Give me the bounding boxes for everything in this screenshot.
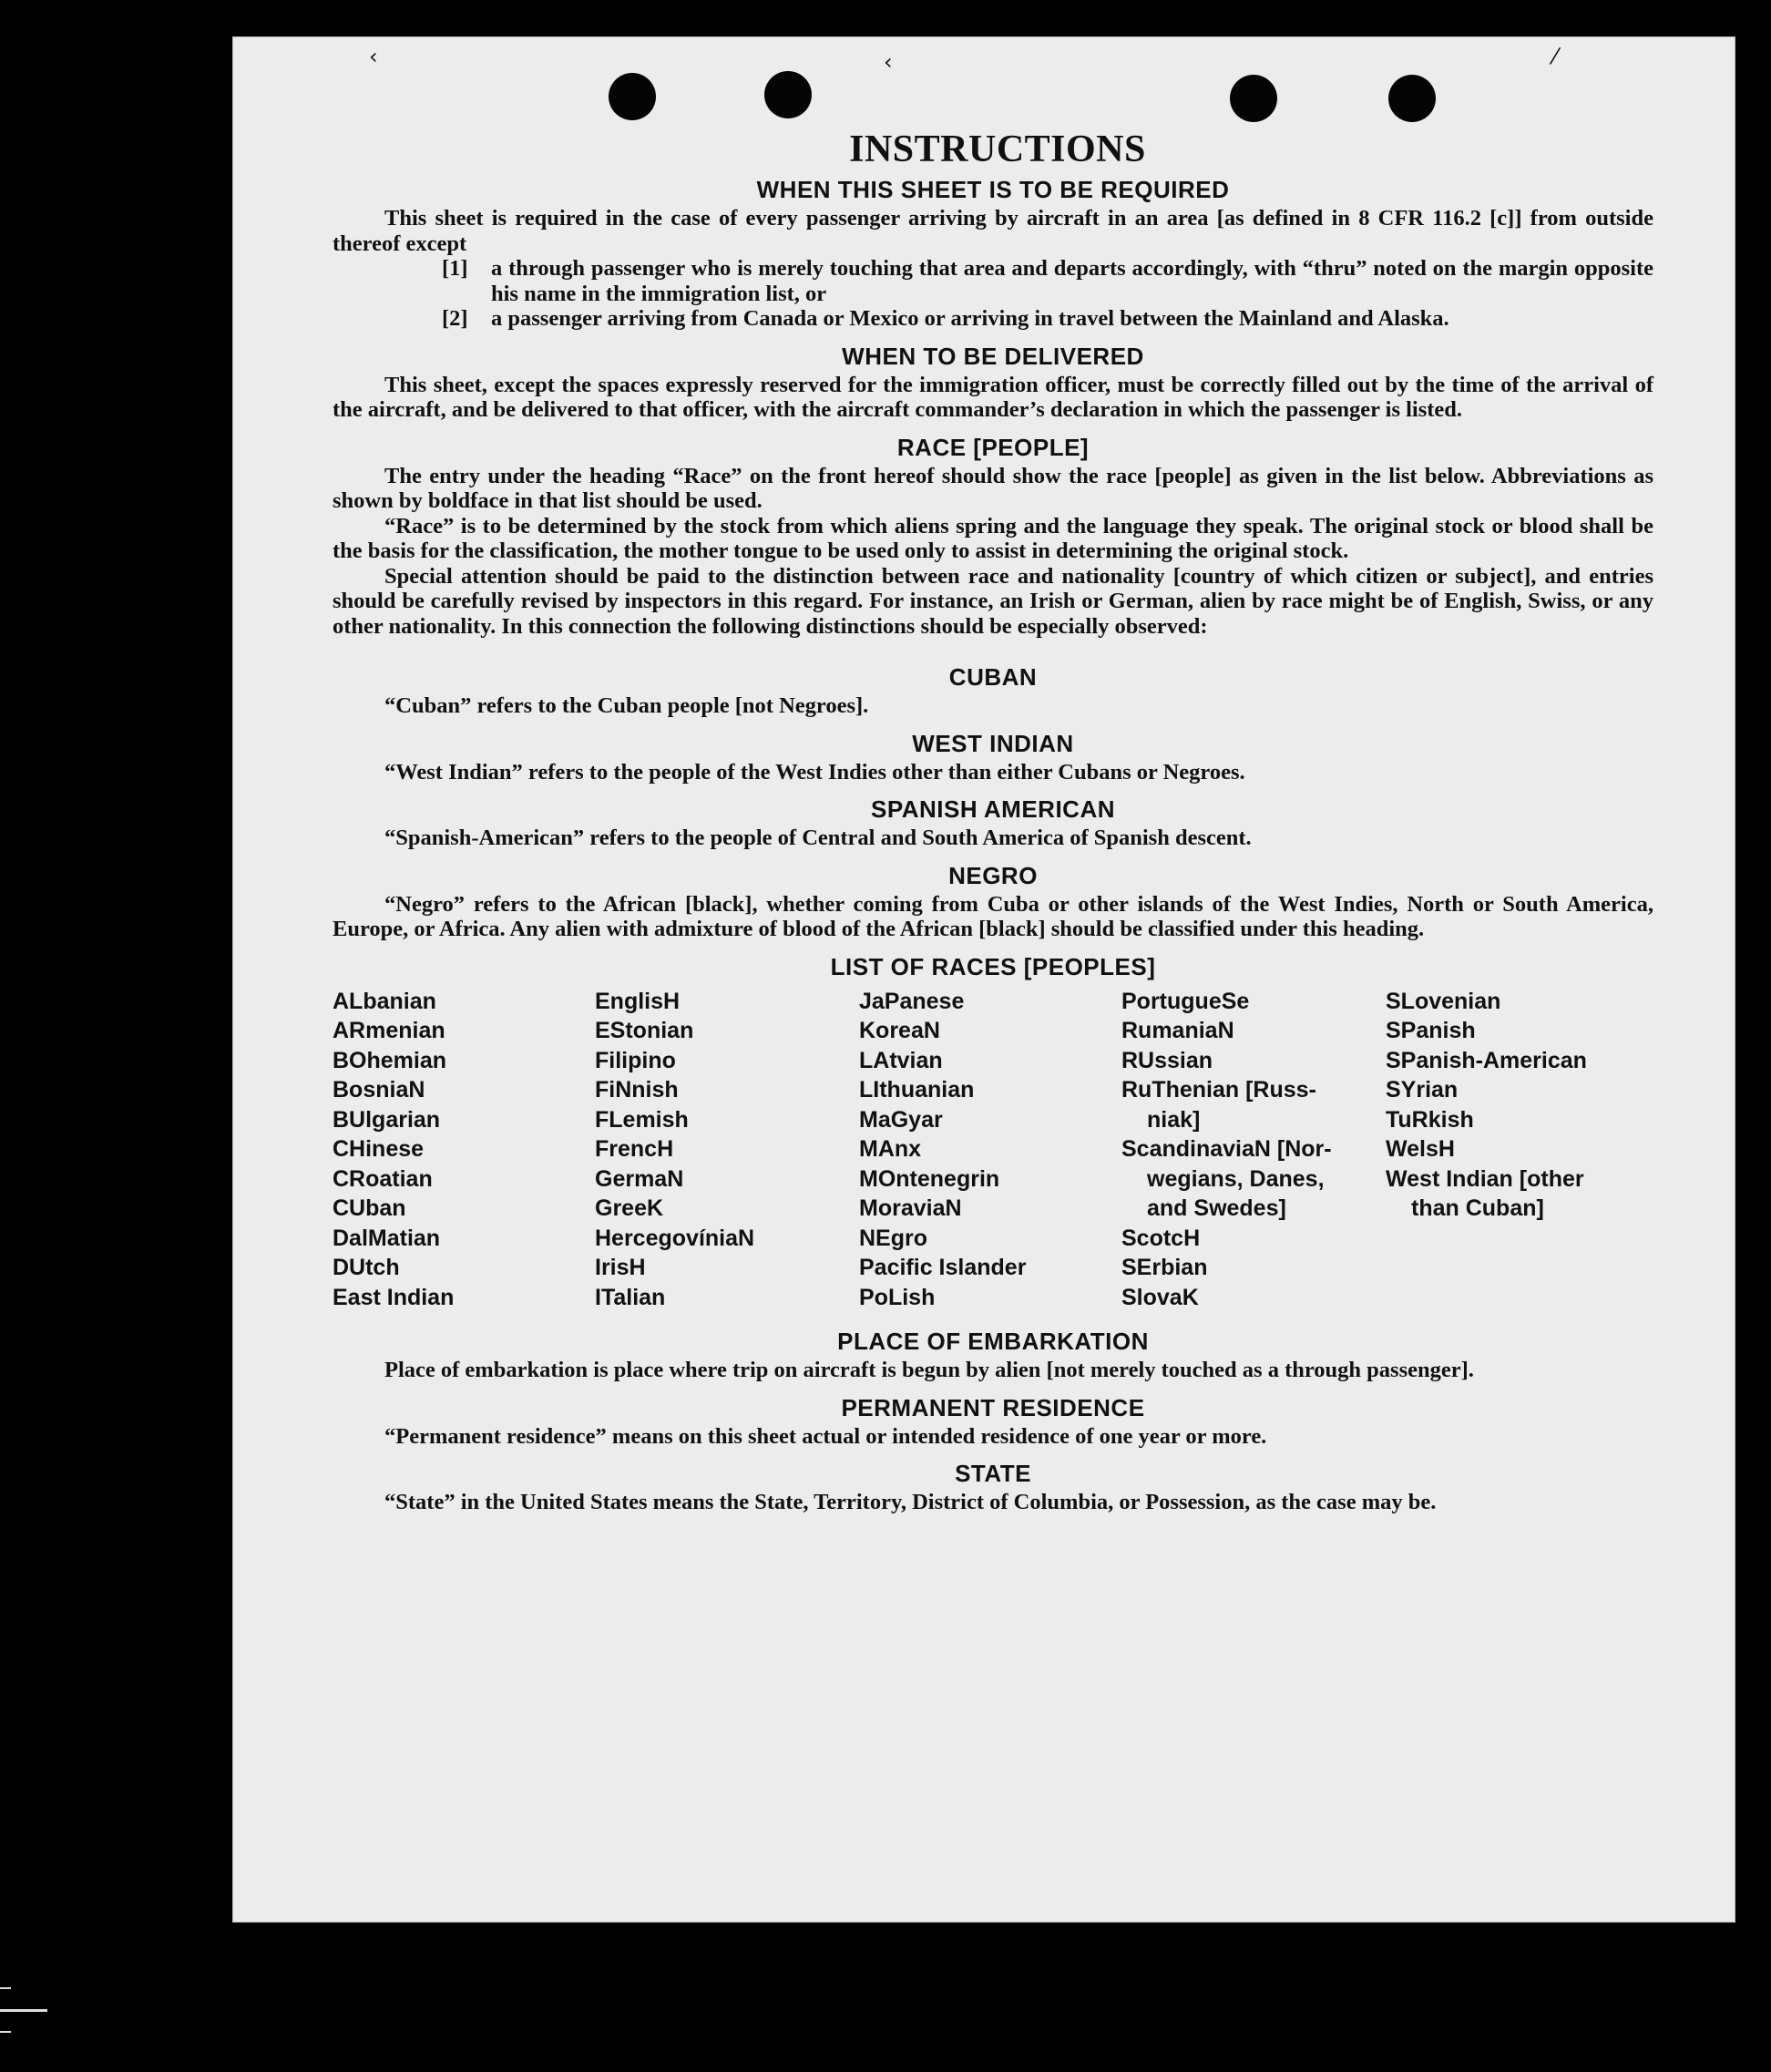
item-number: [1] [442, 256, 468, 281]
race-entry: SErbian [1121, 1255, 1208, 1280]
race-entry: ITalian [595, 1284, 666, 1310]
race-entry: EnglisH [595, 988, 681, 1014]
race-entry: PoLish [859, 1284, 936, 1310]
race-entry: GermaN [595, 1165, 684, 1192]
section-heading: WHEN TO BE DELIVERED [842, 342, 1144, 370]
race-entry: West Indian [other [1386, 1165, 1584, 1192]
paragraph: “State” in the United States means the State, Territory, District of Columbia, or Possession, as the case may be. [384, 1490, 1437, 1514]
race-entry: than Cuban] [1411, 1195, 1544, 1221]
race-entry: RuThenian [Russ- [1121, 1077, 1316, 1103]
race-entry: DUtch [333, 1255, 400, 1280]
item-text: a passenger arriving from Canada or Mexico or arriving in travel between the Mainland and Alaska. [491, 306, 1449, 331]
race-entry: TuRkish [1386, 1106, 1474, 1133]
race-entry: BosniaN [333, 1077, 425, 1103]
races-column [1386, 987, 1653, 1313]
section-heading: PLACE OF EMBARKATION [837, 1328, 1149, 1355]
section-heading: NEGRO [948, 861, 1038, 889]
race-entry: LAtvian [859, 1047, 943, 1073]
race-entry: RumaniaN [1121, 1018, 1234, 1043]
paragraph: “Negro” refers to the African [black], whether coming from Cuba or other islands of the West Indies, North or South America, Europe, or Africa. Any alien with admixture of blood of the African [black] should be classified under this heading. [333, 891, 1653, 941]
paragraph: Place of embarkation is place where trip on aircraft is begun by alien [not merely touched as a through passenger]. [384, 1358, 1474, 1382]
race-entry: SYrian [1386, 1077, 1459, 1103]
race-entry: wegians, Danes, [1147, 1165, 1325, 1192]
race-entry: BUlgarian [333, 1106, 441, 1133]
race-entry: SPanish-American [1386, 1047, 1587, 1073]
film-edge-mark [0, 2009, 47, 2012]
paragraph: “Race” is to be determined by the stock from which aliens spring and the language they speak. The original stock or blood shall be the basis for the classification, the mother tongue to be used only to assist in determining the original stock. [333, 513, 1653, 563]
races-column [1121, 987, 1386, 1313]
race-entry: CHinese [333, 1136, 425, 1162]
race-entry: MoraviaN [859, 1195, 962, 1221]
paragraph: This sheet, except the spaces expressly reserved for the immigration officer, must be correctly filled out by the time of the arrival of the aircraft, and be delivered to that officer, with the aircraft commander’s declaration in which the passenger is listed. [333, 372, 1653, 422]
race-entry: PortugueSe [1121, 988, 1250, 1014]
race-entry: DalMatian [333, 1225, 441, 1251]
film-edge-mark [0, 2031, 11, 2033]
race-entry: KoreaN [859, 1018, 940, 1043]
race-entry: FiNnish [595, 1077, 679, 1103]
paragraph: Special attention should be paid to the distinction between race and nationality [country of which citizen or subject], and entries should be carefully revised by inspectors in this regard. For instance, an Irish or German, alien by race might be of English, Swiss, or any other nationality. In this connection the following distinctions should be especially observed: [333, 563, 1653, 639]
punch-hole [764, 71, 812, 118]
races-column [859, 987, 1121, 1313]
punch-hole [1230, 75, 1277, 122]
list-item [442, 306, 1653, 332]
race-entry: and Swedes] [1147, 1195, 1286, 1221]
race-entry: MaGyar [859, 1106, 943, 1133]
section-heading: SPANISH AMERICAN [870, 795, 1115, 823]
race-entry: EStonian [595, 1018, 694, 1043]
race-entry: SPanish [1386, 1018, 1476, 1043]
punch-hole [609, 73, 656, 120]
page-title: INSTRUCTIONS [849, 128, 1146, 170]
section-heading: LIST OF RACES [PEOPLES] [830, 952, 1156, 980]
document-page [232, 36, 1735, 1923]
races-column [595, 987, 859, 1313]
race-entry: ScotcH [1121, 1225, 1201, 1251]
paragraph: “Cuban” refers to the Cuban people [not Negroes]. [384, 693, 869, 718]
section-heading: PERMANENT RESIDENCE [841, 1393, 1145, 1421]
race-entry: MAnx [859, 1136, 922, 1162]
race-entry: CUban [333, 1195, 406, 1221]
race-entry: RUssian [1121, 1047, 1213, 1073]
race-entry: niak] [1147, 1106, 1201, 1133]
race-entry: MOntenegrin [859, 1165, 1000, 1192]
race-entry: WelsH [1386, 1136, 1455, 1162]
section-heading: WEST INDIAN [912, 729, 1074, 757]
race-entry: IrisH [595, 1255, 646, 1280]
section-heading: WHEN THIS SHEET IS TO BE REQUIRED [756, 176, 1230, 203]
instructions-content [333, 128, 1653, 1515]
item-text: a through passenger who is merely touching that area and departs accordingly, with “thru” noted on the margin opposite his name in the immigration list, or [491, 256, 1653, 306]
race-entry: ALbanian [333, 988, 436, 1014]
race-entry: CRoatian [333, 1165, 433, 1192]
paragraph: “West Indian” refers to the people of the West Indies other than either Cubans or Negroes. [384, 759, 1245, 785]
races-column [333, 987, 595, 1313]
scan-mark: ⁄ [1553, 44, 1558, 69]
paragraph: The entry under the heading “Race” on the front hereof should show the race [people] as given in the list below. Abbreviations as shown by boldface in that list should be used. [333, 463, 1653, 513]
race-entry: HercegovíniaN [595, 1225, 755, 1251]
race-entry: ARmenian [333, 1018, 445, 1043]
race-entry: BOhemian [333, 1047, 447, 1073]
paragraph: This sheet is required in the case of every passenger arriving by aircraft in an area [as defined in 8 CFR 116.2 [c]] from outside thereof except [333, 206, 1653, 256]
section-heading: CUBAN [948, 663, 1038, 691]
race-entry: NEgro [859, 1225, 927, 1251]
race-entry: Pacific Islander [859, 1255, 1027, 1280]
list-item [442, 256, 1653, 306]
paragraph: “Permanent residence” means on this sheet actual or intended residence of one year or more. [384, 1423, 1267, 1449]
race-entry: ScandinaviaN [Nor- [1121, 1136, 1332, 1162]
exception-list [333, 256, 1653, 332]
punch-hole [1388, 75, 1436, 122]
race-entry: JaPanese [859, 988, 965, 1014]
race-entry: LIthuanian [859, 1077, 975, 1103]
race-entry: FLemish [595, 1106, 689, 1133]
film-edge-mark [0, 1987, 11, 1989]
section-heading: RACE [PEOPLE] [896, 433, 1090, 461]
race-entry: Filipino [595, 1047, 676, 1073]
race-entry: SlovaK [1121, 1284, 1199, 1310]
section-heading: STATE [955, 1460, 1031, 1487]
race-entry: East Indian [333, 1284, 455, 1310]
scan-mark: ‹ [884, 49, 893, 75]
race-entry: SLovenian [1386, 988, 1501, 1014]
races-list [333, 987, 1653, 1313]
race-entry: GreeK [595, 1195, 664, 1221]
scan-mark: ‹ [369, 44, 378, 69]
race-entry: FrencH [595, 1136, 674, 1162]
paragraph: “Spanish-American” refers to the people of Central and South America of Spanish descent. [384, 826, 1252, 850]
item-number: [2] [442, 306, 468, 331]
